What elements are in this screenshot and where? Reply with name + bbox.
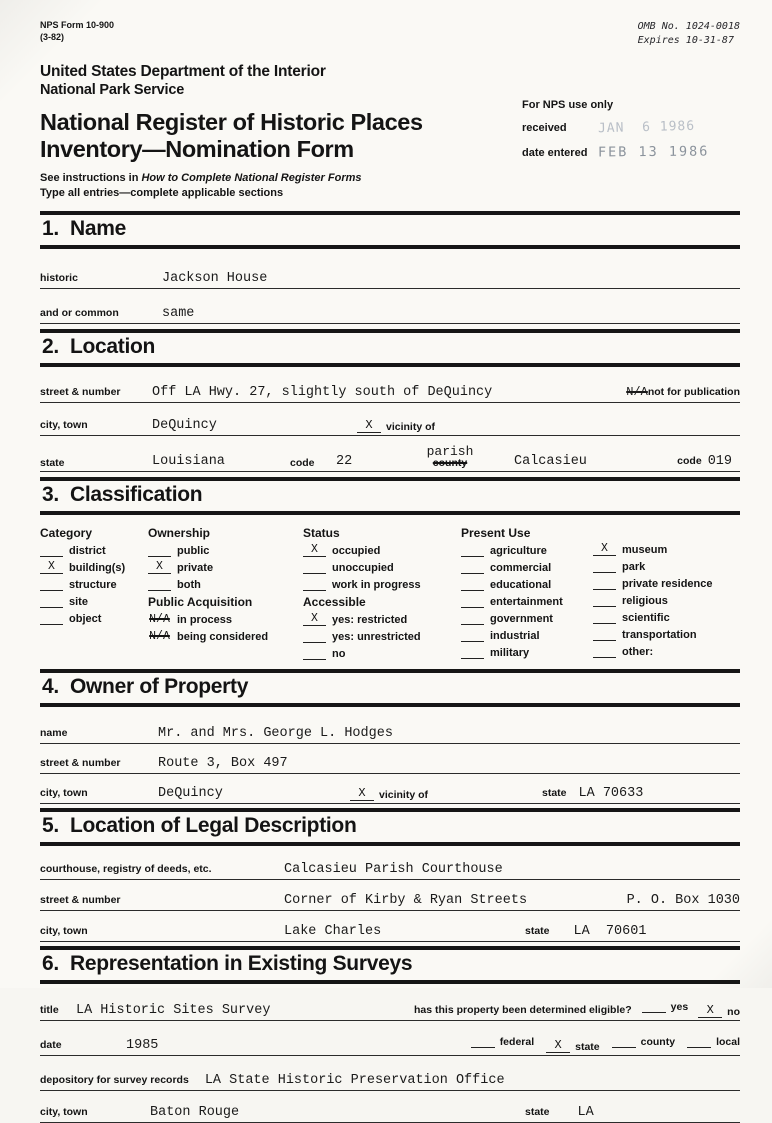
checkbox-educational bbox=[461, 576, 593, 591]
courthouse-label: courthouse, registry of deeds, etc. bbox=[40, 863, 212, 876]
agriculture-label: agriculture bbox=[490, 545, 547, 558]
checkbox-buildings bbox=[40, 559, 148, 574]
nps-use-label: For NPS use only bbox=[522, 99, 614, 111]
government-checkbox bbox=[461, 613, 484, 625]
historic-value: Jackson House bbox=[162, 270, 268, 286]
county-parish-stack bbox=[414, 445, 486, 470]
section-4-header: 4. Owner of Property bbox=[42, 675, 249, 699]
ownership-column bbox=[148, 522, 303, 660]
occupied-label: occupied bbox=[332, 545, 381, 558]
survey-date-label: date bbox=[40, 1039, 62, 1052]
received-row bbox=[522, 120, 740, 135]
present-use-heading: Present Use bbox=[461, 526, 531, 541]
public-acquisition-heading: Public Acquisition bbox=[148, 595, 253, 610]
checkbox-entertainment bbox=[461, 593, 593, 608]
category-column bbox=[40, 522, 148, 660]
checkbox-private bbox=[148, 559, 303, 574]
museum-label: museum bbox=[622, 544, 668, 557]
masthead bbox=[40, 63, 740, 201]
category-heading: Category bbox=[40, 526, 93, 541]
local-checkbox bbox=[687, 1035, 711, 1048]
checkbox-unoccupied bbox=[303, 559, 461, 574]
checkbox-public bbox=[148, 542, 303, 557]
legal-street-value: Corner of Kirby & Ryan Streets bbox=[284, 893, 528, 909]
section-1-header: 1. Name bbox=[42, 216, 126, 240]
eligible-yes-checkbox bbox=[642, 1000, 666, 1013]
form-revision: (3-82) bbox=[40, 31, 65, 42]
survey-city-label: city, town bbox=[40, 1106, 88, 1119]
not-for-publication-group bbox=[626, 385, 740, 399]
no-access-checkbox bbox=[303, 648, 326, 660]
common-label: and or common bbox=[40, 306, 119, 319]
owner-name-label: name bbox=[40, 727, 68, 740]
owner-state-group bbox=[542, 786, 740, 801]
site-checkbox bbox=[40, 596, 63, 608]
section-5-header: 5. Location of Legal Description bbox=[42, 814, 357, 838]
parish-note: parish bbox=[426, 443, 474, 459]
checkbox-yes-unrestricted bbox=[303, 628, 461, 643]
checkbox-no-access bbox=[303, 645, 461, 660]
legal-city-label: city, town bbox=[40, 925, 88, 938]
agency-title: National Park Service bbox=[40, 82, 185, 98]
transportation-label: transportation bbox=[622, 629, 697, 642]
legal-state-label: state bbox=[525, 925, 550, 938]
site-label: site bbox=[69, 596, 88, 609]
survey-date-row bbox=[40, 1035, 740, 1056]
other-label: other: bbox=[622, 646, 654, 659]
eligible-yes-label: yes bbox=[670, 1001, 689, 1014]
nps-use-box bbox=[522, 99, 740, 160]
museum-checkbox: X bbox=[593, 544, 616, 556]
park-checkbox bbox=[593, 561, 616, 573]
rule bbox=[40, 363, 740, 367]
local-label: local bbox=[716, 1036, 740, 1049]
checkbox-religious bbox=[593, 592, 740, 607]
eligible-no-checkbox: X bbox=[698, 1005, 722, 1018]
historic-name-row bbox=[40, 271, 740, 289]
parish-value: Calcasieu bbox=[514, 454, 587, 470]
received-label: received bbox=[522, 122, 567, 134]
owner-name-row bbox=[40, 726, 740, 744]
religious-checkbox bbox=[593, 595, 616, 607]
checkbox-private-residence bbox=[593, 575, 740, 590]
legal-city-value: Lake Charles bbox=[284, 924, 382, 940]
form-number-block bbox=[40, 20, 114, 43]
military-label: military bbox=[490, 647, 530, 660]
accessible-heading: Accessible bbox=[303, 595, 366, 610]
top-meta bbox=[40, 20, 740, 47]
public-checkbox bbox=[148, 545, 171, 557]
owner-state-label: state bbox=[542, 787, 567, 800]
eligible-group bbox=[414, 1000, 740, 1018]
legal-state-value: LA 70601 bbox=[573, 924, 647, 940]
district-checkbox bbox=[40, 545, 63, 557]
legal-street-extra: P. O. Box 1030 bbox=[626, 893, 740, 909]
omb-number: OMB No. 1024-0018 bbox=[637, 21, 740, 32]
state-label: state bbox=[40, 457, 65, 470]
federal-label: federal bbox=[499, 1036, 535, 1049]
ownership-heading: Ownership bbox=[148, 526, 211, 541]
checkbox-occupied bbox=[303, 542, 461, 557]
rule bbox=[40, 703, 740, 707]
county-code-value: 019 bbox=[707, 454, 732, 470]
transportation-checkbox bbox=[593, 629, 616, 641]
object-checkbox bbox=[40, 613, 63, 625]
depository-row bbox=[40, 1073, 740, 1091]
park-label: park bbox=[622, 561, 646, 574]
department-title: United States Department of the Interior bbox=[40, 63, 326, 80]
section-3-header: 3. Classification bbox=[42, 483, 203, 507]
state-code-value: 22 bbox=[336, 454, 353, 470]
scientific-checkbox bbox=[593, 612, 616, 624]
state-code-label: code bbox=[290, 457, 315, 470]
owner-city-value: DeQuincy bbox=[158, 786, 223, 802]
owner-state-value: LA 70633 bbox=[578, 786, 644, 802]
work-in-progress-checkbox bbox=[303, 579, 326, 591]
county-checkbox bbox=[612, 1035, 636, 1048]
checkbox-being-considered bbox=[148, 628, 303, 643]
instructions bbox=[40, 171, 740, 201]
survey-city-row bbox=[40, 1105, 740, 1123]
owner-street-label: street & number bbox=[40, 757, 121, 770]
owner-street-row bbox=[40, 756, 740, 774]
legal-state-group bbox=[525, 924, 740, 939]
private-residence-checkbox bbox=[593, 578, 616, 590]
in-process-label: in process bbox=[177, 614, 233, 627]
federal-group bbox=[471, 1035, 534, 1048]
district-label: district bbox=[69, 545, 106, 558]
buildings-checkbox: X bbox=[40, 562, 63, 574]
yes-restricted-label: yes: restricted bbox=[332, 614, 408, 627]
government-label: government bbox=[490, 613, 553, 626]
city-town-value: DeQuincy bbox=[152, 417, 217, 433]
structure-label: structure bbox=[69, 579, 117, 592]
owner-city-row bbox=[40, 786, 740, 804]
agriculture-checkbox bbox=[461, 545, 484, 557]
object-label: object bbox=[69, 613, 102, 626]
eligible-no-label: no bbox=[727, 1006, 740, 1019]
survey-state-label: state bbox=[525, 1106, 550, 1119]
checkbox-in-process bbox=[148, 611, 303, 626]
eligible-no-group bbox=[698, 1005, 740, 1018]
date-entered-label: date entered bbox=[522, 147, 588, 159]
yes-unrestricted-checkbox bbox=[303, 631, 326, 643]
structure-checkbox bbox=[40, 579, 63, 591]
owner-name-value: Mr. and Mrs. George L. Hodges bbox=[158, 726, 393, 742]
scientific-label: scientific bbox=[622, 612, 670, 625]
state-chk-group bbox=[546, 1040, 600, 1053]
courthouse-value: Calcasieu Parish Courthouse bbox=[284, 862, 503, 878]
owner-vicinity-checkbox: X bbox=[350, 788, 374, 801]
survey-title-value: LA Historic Sites Survey bbox=[76, 1003, 271, 1019]
city-town-row bbox=[40, 418, 740, 436]
rule bbox=[40, 511, 740, 515]
form-title-line1: National Register of Historic Places bbox=[40, 109, 423, 135]
instructions-line2: Type all entries—complete applicable sections bbox=[40, 186, 284, 199]
common-value: same bbox=[162, 305, 195, 321]
checkbox-both bbox=[148, 576, 303, 591]
courthouse-row bbox=[40, 862, 740, 880]
city-town-label: city, town bbox=[40, 418, 88, 431]
county-code-label: code bbox=[677, 455, 702, 468]
private-residence-label: private residence bbox=[622, 578, 713, 591]
survey-city-value: Baton Rouge bbox=[150, 1105, 240, 1121]
street-label: street & number bbox=[40, 385, 121, 398]
owner-vicinity-label: vicinity of bbox=[379, 789, 429, 802]
unoccupied-checkbox bbox=[303, 562, 326, 574]
industrial-label: industrial bbox=[490, 630, 540, 643]
military-checkbox bbox=[461, 647, 484, 659]
educational-label: educational bbox=[490, 579, 552, 592]
survey-title-row bbox=[40, 1000, 740, 1021]
industrial-checkbox bbox=[461, 630, 484, 642]
county-code-group bbox=[677, 454, 740, 469]
local-group bbox=[687, 1035, 740, 1048]
other-checkbox bbox=[593, 646, 616, 658]
instructions-prefix: See instructions in bbox=[40, 172, 142, 185]
vicinity-group bbox=[357, 417, 436, 433]
checkbox-yes-restricted bbox=[303, 611, 461, 626]
owner-city-label: city, town bbox=[40, 787, 88, 800]
rule bbox=[40, 980, 740, 984]
depository-label: depository for survey records bbox=[40, 1074, 189, 1087]
checkbox-other bbox=[593, 643, 740, 658]
survey-title-label: title bbox=[40, 1004, 59, 1017]
common-name-row bbox=[40, 306, 740, 324]
not-for-publication-na-mark: N/A bbox=[626, 384, 648, 399]
entertainment-checkbox bbox=[461, 596, 484, 608]
eligible-yes-group bbox=[642, 1000, 689, 1013]
checkbox-commercial bbox=[461, 559, 593, 574]
checkbox-transportation bbox=[593, 626, 740, 641]
state-value: Louisiana bbox=[152, 454, 225, 470]
state-chk-label: state bbox=[575, 1041, 600, 1054]
entertainment-label: entertainment bbox=[490, 596, 563, 609]
form-title-line2: Inventory—Nomination Form bbox=[40, 135, 354, 162]
vicinity-checkbox: X bbox=[357, 420, 381, 433]
checkbox-industrial bbox=[461, 627, 593, 642]
checkbox-museum bbox=[593, 541, 740, 556]
commercial-label: commercial bbox=[490, 562, 552, 575]
omb-block bbox=[638, 20, 740, 47]
buildings-label: building(s) bbox=[69, 562, 126, 575]
survey-level-group bbox=[471, 1035, 740, 1053]
educational-checkbox bbox=[461, 579, 484, 591]
present-use-column-1 bbox=[461, 522, 593, 660]
checkbox-military bbox=[461, 644, 593, 659]
checkbox-government bbox=[461, 610, 593, 625]
both-checkbox bbox=[148, 579, 171, 591]
status-column bbox=[303, 522, 461, 660]
survey-state-group bbox=[525, 1105, 740, 1120]
instructions-line1 bbox=[40, 171, 740, 186]
owner-vicinity-group bbox=[350, 788, 428, 801]
survey-date-value: 1985 bbox=[126, 1038, 159, 1054]
private-label: private bbox=[177, 562, 214, 575]
county-chk-label: county bbox=[640, 1036, 676, 1049]
checkbox-site bbox=[40, 593, 148, 608]
state-row bbox=[40, 445, 740, 473]
checkbox-district bbox=[40, 542, 148, 557]
legal-city-row bbox=[40, 924, 740, 942]
being-considered-checkbox: N/A bbox=[149, 630, 170, 644]
no-access-label: no bbox=[332, 648, 346, 661]
county-label-struck: county bbox=[432, 457, 468, 470]
rule bbox=[40, 842, 740, 846]
commercial-checkbox bbox=[461, 562, 484, 574]
checkbox-work-in-progress bbox=[303, 576, 461, 591]
checkbox-scientific bbox=[593, 609, 740, 624]
both-label: both bbox=[177, 579, 201, 592]
form-number: NPS Form 10-900 bbox=[40, 20, 115, 30]
checkbox-object bbox=[40, 610, 148, 625]
legal-street-row bbox=[40, 893, 740, 911]
occupied-checkbox: X bbox=[303, 545, 326, 557]
religious-label: religious bbox=[622, 595, 668, 608]
historic-label: historic bbox=[40, 271, 78, 284]
status-heading: Status bbox=[303, 526, 340, 541]
street-row bbox=[40, 385, 740, 403]
unoccupied-label: unoccupied bbox=[332, 562, 394, 575]
legal-street-label: street & number bbox=[40, 894, 121, 907]
not-for-publication-label: not for publication bbox=[647, 385, 740, 398]
depository-value: LA State Historic Preservation Office bbox=[204, 1073, 505, 1089]
checkbox-park bbox=[593, 558, 740, 573]
section-2-header: 2. Location bbox=[42, 334, 156, 358]
section-6-header: 6. Representation in Existing Surveys bbox=[42, 952, 413, 976]
checkbox-agriculture bbox=[461, 542, 593, 557]
public-label: public bbox=[177, 545, 210, 558]
yes-unrestricted-label: yes: unrestricted bbox=[332, 631, 421, 644]
federal-checkbox bbox=[471, 1035, 495, 1048]
private-checkbox: X bbox=[148, 562, 171, 574]
rule bbox=[40, 245, 740, 249]
owner-street-value: Route 3, Box 497 bbox=[158, 756, 288, 772]
instructions-reference: How to Complete National Register Forms bbox=[141, 172, 362, 185]
eligible-question: has this property been determined eligible? bbox=[414, 1004, 632, 1017]
date-entered-row bbox=[522, 144, 740, 160]
state-checkbox: X bbox=[546, 1040, 570, 1053]
present-use-column-2 bbox=[593, 522, 740, 660]
received-date-stamp: JAN 6 1986 bbox=[597, 118, 696, 137]
yes-restricted-checkbox: X bbox=[303, 614, 326, 626]
in-process-checkbox: N/A bbox=[149, 613, 170, 627]
being-considered-label: being considered bbox=[177, 631, 269, 644]
omb-expires: Expires 10-31-87 bbox=[637, 34, 734, 46]
county-group bbox=[612, 1035, 675, 1048]
vicinity-label: vicinity of bbox=[386, 420, 436, 433]
work-in-progress-label: work in progress bbox=[332, 579, 421, 592]
survey-state-value: LA bbox=[577, 1105, 594, 1121]
street-value: Off LA Hwy. 27, slightly south of DeQuincy bbox=[152, 384, 493, 400]
classification-columns bbox=[40, 522, 740, 669]
date-entered-stamp: FEB 13 1986 bbox=[597, 143, 710, 161]
checkbox-structure bbox=[40, 576, 148, 591]
